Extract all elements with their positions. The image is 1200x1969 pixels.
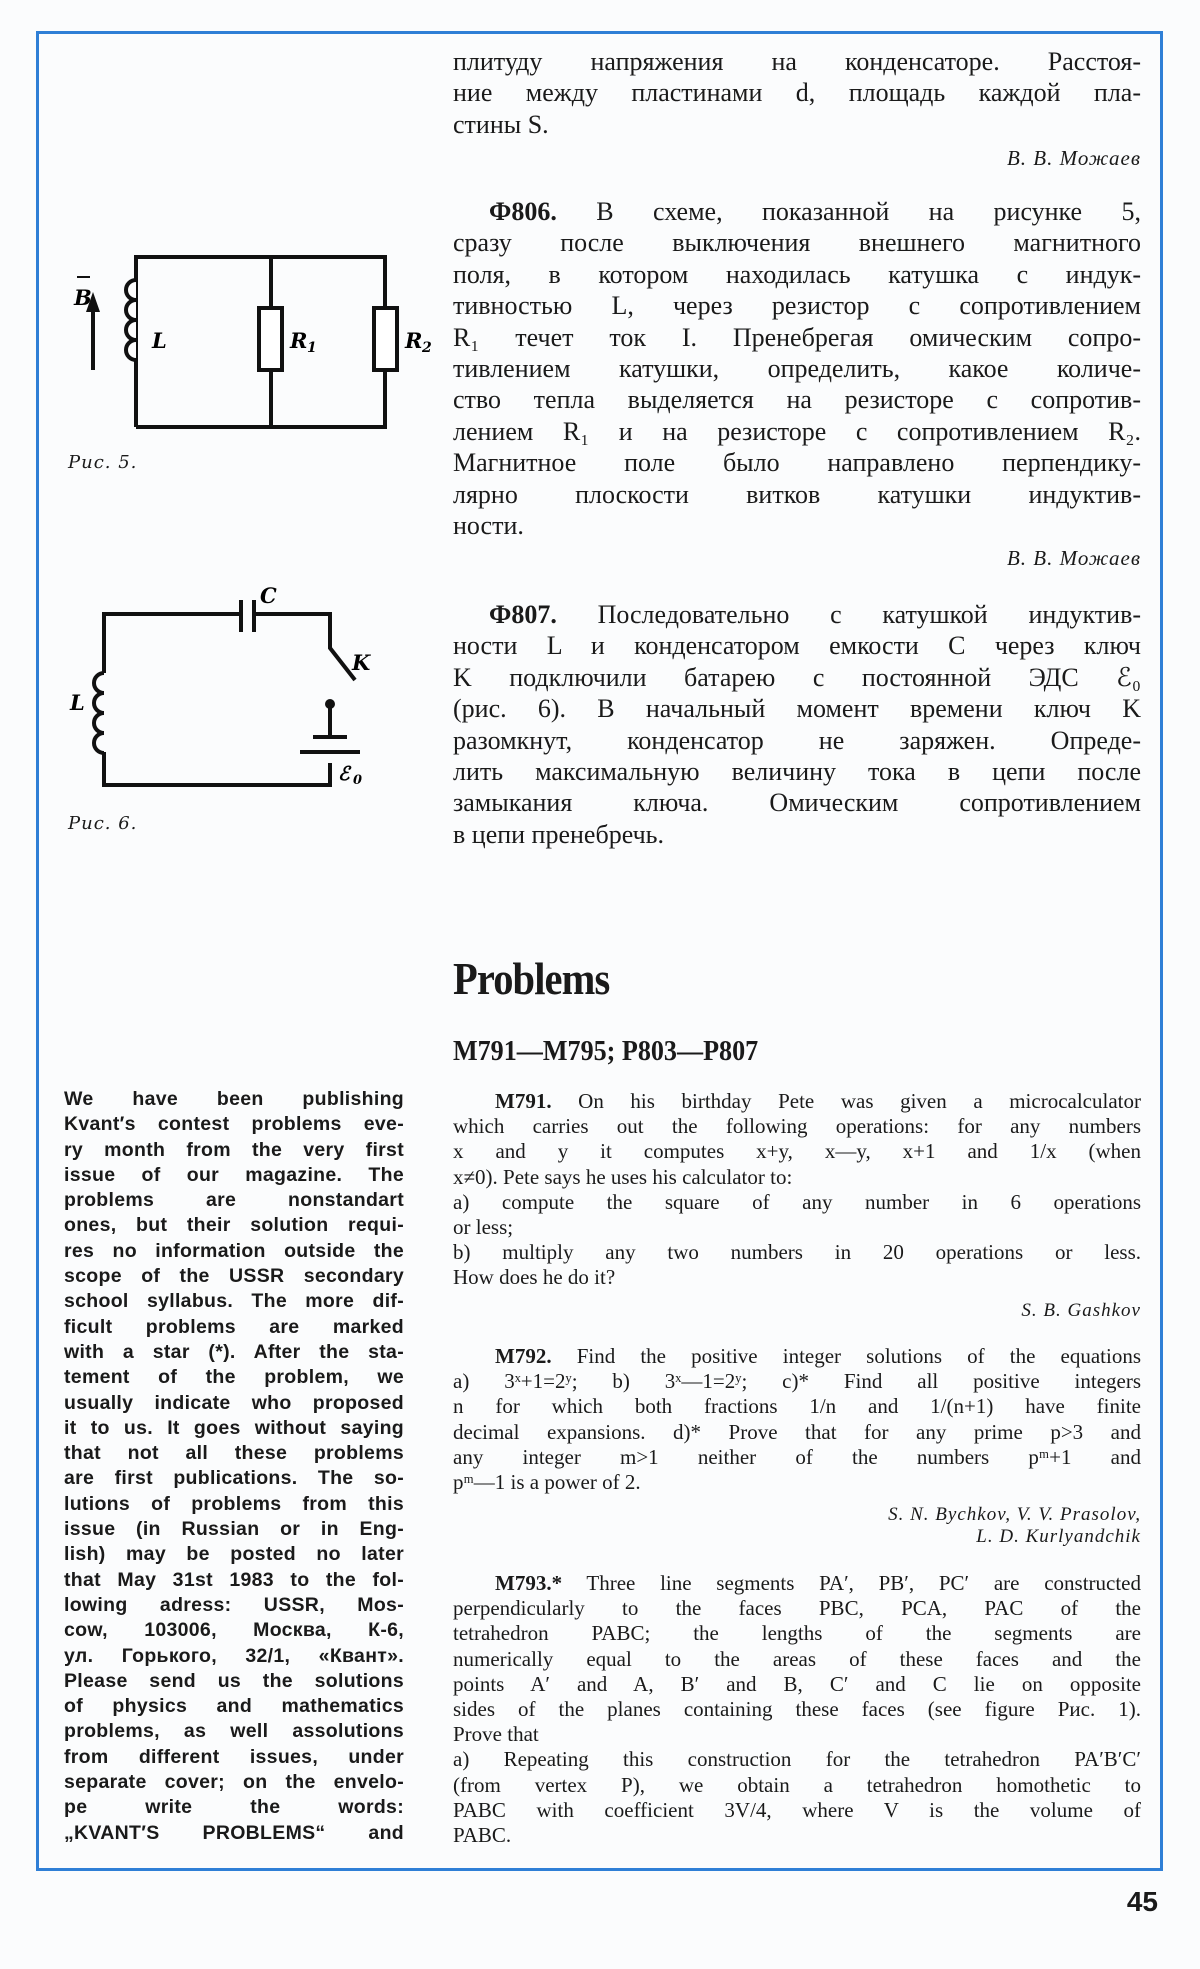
text-line: pᵐ—1 is a power of 2.	[453, 1470, 641, 1495]
text-line: perpendicularly to the faces PBC, PCA, PAC of the	[453, 1596, 1141, 1621]
text-line: Ф806. В схеме, показанной на рисунке 5,	[489, 197, 1141, 226]
text-line: it to us. It goes without saying	[64, 1416, 404, 1439]
text-line: sides of the planes containing these faces (see figure Рис. 1).	[453, 1697, 1141, 1722]
text-line: usually indicate who proposed	[64, 1391, 404, 1414]
text-line: M793.* Three line segments PA′, PB′, PC′ are constructed	[495, 1571, 1141, 1595]
text-line: лярно плоскости витков катушки индуктив-	[453, 479, 1141, 509]
text-line: x and y it computes x+y, x—y, x+1 and 1/x (when	[453, 1139, 1141, 1164]
text-line: lutions of problems from this	[64, 1492, 404, 1515]
text-line: of physics and mathematics	[64, 1695, 404, 1718]
text-line: How does he do it?	[453, 1265, 616, 1290]
text-line: or less;	[453, 1215, 514, 1240]
label-l: L	[70, 690, 85, 715]
problem-number-label: M791.	[495, 1089, 552, 1113]
problem-number-label: M792.	[495, 1344, 552, 1368]
problem-number-label: Ф806.	[489, 197, 557, 226]
text-line: ние между пластинами d, площадь каждой пла-	[453, 78, 1141, 108]
circuit-wires-top	[104, 614, 355, 680]
f806-author: В. В. Можаев	[1006, 546, 1141, 570]
text-line: (рис. 6). В начальный момент времени ключ K	[453, 694, 1141, 724]
text-line: PABC.	[453, 1823, 512, 1848]
text-line: cow, 103006, Москва, К-6,	[64, 1619, 404, 1642]
text-line: плитуду напряжения на конденсаторе. Расстоя-	[453, 47, 1141, 76]
text-line: points A′ and A, B′ and B, C′ and C lie on opposite	[453, 1671, 1141, 1696]
text-line: pe write the words:	[64, 1796, 404, 1819]
figure-6-circuit	[60, 580, 380, 800]
text-line: PABC with coefficient 3V/4, where V is the volume of	[453, 1797, 1141, 1822]
text-line: ство тепла выделяется на резисторе с сопротив-	[453, 385, 1141, 415]
text-line: K подключили батарею с постоянной ЭДС ℰ₀	[453, 662, 1141, 692]
text-line: a) 3ˣ+1=2ʸ; b) 3ˣ—1=2ʸ; c)* Find all positive integers	[453, 1369, 1141, 1394]
text-line: decimal expansions. d)* Prove that for any prime p>3 and	[453, 1419, 1141, 1444]
resistor-r2	[374, 308, 397, 370]
text-line: стины S.	[453, 109, 549, 139]
text-line: that not all these problems	[64, 1442, 404, 1465]
figure-6-caption: Рис. 6.	[68, 813, 138, 834]
text-line: M792. Find the positive integer solutions of the equations	[495, 1344, 1141, 1368]
label-emf-sub: 0	[353, 773, 363, 788]
section-title: Problems	[453, 953, 610, 1004]
problem-number-label: M793.*	[495, 1571, 563, 1595]
label-k: K	[352, 650, 371, 675]
text-line: M791. On his birthday Pete was given a microcalculator	[495, 1089, 1141, 1113]
page-number: 45	[1126, 1886, 1158, 1917]
label-r2: R	[405, 328, 423, 353]
text-line: We have been publishing	[64, 1088, 404, 1110]
text-line: any integer m>1 neither of the numbers pᵐ+1 and	[453, 1444, 1141, 1469]
text-line: school syllabus. The more dif-	[64, 1290, 404, 1313]
label-r1-sub: 1	[307, 340, 317, 356]
text-line: problems, as well assolutions	[64, 1720, 404, 1743]
text-line: which carries out the following operations: for any numbers	[453, 1114, 1141, 1139]
problem-m791	[453, 1089, 1141, 1291]
text-line: Ф807. Последовательно с катушкой индуктив-	[489, 600, 1141, 629]
text-line: ности.	[453, 511, 524, 541]
text-line: that May 31st 1983 to the fol-	[64, 1568, 404, 1591]
problem-f807	[453, 599, 1141, 850]
text-line: R₁ течет ток I. Пренебрегая омическим сопро-	[453, 322, 1141, 352]
label-b: B	[74, 285, 92, 310]
intro-author: В. В. Можаев	[1006, 146, 1141, 170]
m792-author-1: S. N. Bychkov, V. V. Prasolov,	[888, 1504, 1141, 1525]
switch-contact	[325, 699, 335, 709]
resistor-r1	[259, 308, 282, 370]
text-line: лением R₁ и на резисторе с сопротивлением R₂.	[453, 416, 1141, 446]
text-line: Prove that	[453, 1722, 539, 1747]
text-line: a) compute the square of any number in 6 operations	[453, 1189, 1141, 1214]
text-line: ry month from the very first	[64, 1138, 404, 1161]
text-line: separate cover; on the envelo-	[64, 1771, 404, 1794]
text-line: problems are nonstandart	[64, 1189, 404, 1212]
problem-m793	[453, 1571, 1141, 1848]
inductor-coil	[94, 673, 104, 753]
text-line: with a star (*). After the sta-	[64, 1340, 404, 1363]
text-line: lowing adress: USSR, Mos-	[64, 1593, 404, 1616]
text-line: (from vertex P), we obtain a tetrahedron homothetic to	[453, 1772, 1141, 1797]
label-r2-sub: 2	[422, 340, 432, 356]
m792-author-2: L. D. Kurlyandchik	[976, 1526, 1141, 1547]
text-line: b) multiply any two numbers in 20 operations or less.	[453, 1240, 1141, 1265]
text-line: Магнитное поле было направлено перпендику-	[453, 448, 1141, 478]
m791-author: S. B. Gashkov	[1021, 1300, 1141, 1321]
text-line: x≠0). Pete says he uses his calculator to:	[453, 1164, 793, 1189]
russian-intro-paragraph	[453, 46, 1141, 140]
text-line: lish) may be posted no later	[64, 1543, 404, 1566]
figure-5-circuit	[60, 240, 440, 440]
text-line: res no information outside the	[64, 1239, 404, 1262]
section-subtitle: M791—M795; P803—P807	[453, 1035, 759, 1067]
text-line: тивлением катушки, определить, какое количе-	[453, 354, 1141, 384]
text-line: Kvant′s contest problems eve-	[64, 1113, 404, 1136]
text-line: issue of our magazine. The	[64, 1163, 404, 1186]
text-line: ул. Горького, 32/1, «Квант».	[64, 1644, 404, 1667]
text-line: в цепи пренебречь.	[453, 819, 665, 849]
text-line: tetrahedron PABC; the lengths of the segments are	[453, 1621, 1141, 1646]
text-line: разомкнут, конденсатор не заряжен. Опреде-	[453, 725, 1141, 755]
text-line: issue (in Russian or in Eng-	[64, 1518, 404, 1541]
text-line: are first publications. The so-	[64, 1467, 404, 1490]
text-line: сразу после выключения внешнего магнитного	[453, 228, 1141, 258]
circuit-wires-bottom	[104, 752, 330, 785]
text-line: „KVANT′S PROBLEMS“ and	[64, 1821, 404, 1844]
sidebar-contest-info	[64, 1087, 404, 1846]
text-line: ности L и конденсатором емкости C через ключ	[453, 631, 1141, 661]
text-line: n for which both fractions 1/n and 1/(n+1) have finite	[453, 1394, 1141, 1419]
text-line: лить максимальную величину тока в цепи после	[453, 757, 1141, 787]
text-line: тивностью L, через резистор с сопротивлением	[453, 291, 1141, 321]
text-line: numerically equal to the areas of these faces and the	[453, 1646, 1141, 1671]
text-line: tement of the problem, we	[64, 1366, 404, 1389]
text-line: a) Repeating this construction for the tetrahedron PA′B′C′	[453, 1747, 1141, 1772]
text-line: scope of the USSR secondary	[64, 1265, 404, 1288]
figure-5-caption: Рис. 5.	[68, 452, 138, 473]
label-l: L	[152, 328, 167, 353]
text-line: ficult problems are marked	[64, 1315, 404, 1338]
text-line: Please send us the solutions	[64, 1669, 404, 1692]
text-line: поля, в котором находилась катушка с индук-	[453, 259, 1141, 289]
label-emf: ℰ	[338, 763, 350, 785]
text-line: ones, but their solution requi-	[64, 1214, 404, 1237]
label-r1: R	[290, 328, 308, 353]
problem-f806	[453, 196, 1141, 541]
text-line: from different issues, under	[64, 1745, 404, 1768]
problem-number-label: Ф807.	[489, 600, 557, 629]
problem-m792	[453, 1344, 1141, 1495]
inductor-coil	[126, 280, 136, 360]
label-c: C	[260, 583, 277, 608]
text-line: замыкания ключа. Омическим сопротивлением	[453, 788, 1141, 818]
